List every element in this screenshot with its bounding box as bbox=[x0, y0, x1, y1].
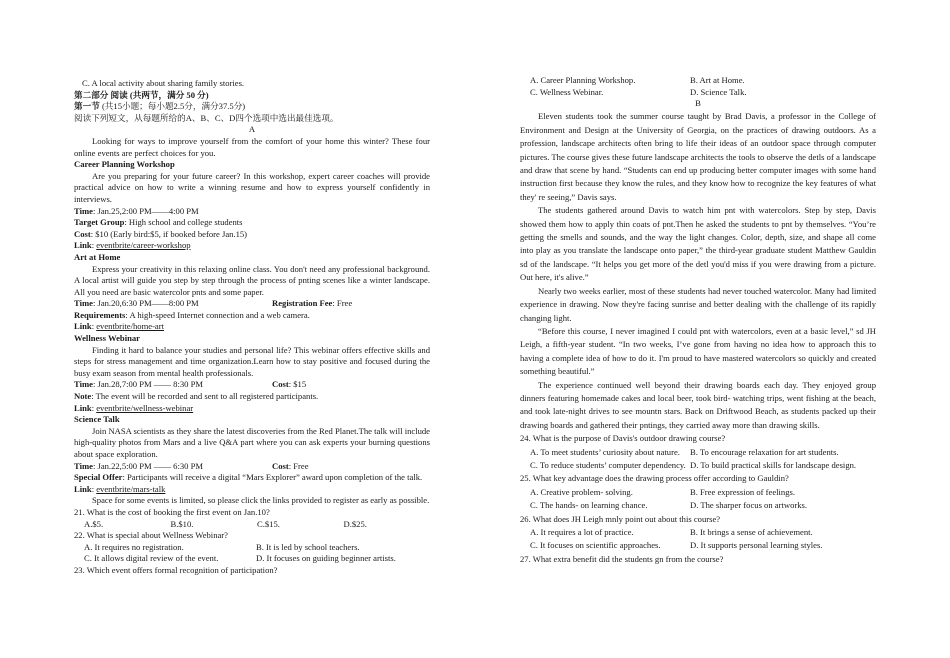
question-option: C. To reduce students’ computer dependency. bbox=[530, 459, 686, 470]
field-label: Link bbox=[74, 483, 92, 494]
event-link bbox=[74, 321, 430, 333]
field-value: : High school and college students bbox=[124, 217, 243, 228]
field-label: Target Group bbox=[74, 217, 125, 228]
question-option: D.$25. bbox=[343, 518, 367, 529]
event-description: Express your creativity in this relaxing online class. You don't need any professional background. A local artist will guide you step by step through the process of pnting scenes like a winter landscape. All you need are basic watercolor pnts and some paper. bbox=[74, 263, 430, 297]
link-separator: : bbox=[91, 483, 97, 494]
question-option: B. To encourage relaxation for art students. bbox=[690, 446, 839, 457]
passage-intro: Looking for ways to improve yourself from the comfort of your home this winter? These four online events are perfect choices for you. bbox=[74, 135, 430, 158]
question-options bbox=[520, 87, 876, 97]
passage-letter: A bbox=[248, 124, 256, 135]
part-title: 第二部分 阅读 (共两节，满分 50 分) bbox=[74, 89, 209, 100]
event-link-url[interactable]: eventbrite/career-workshop bbox=[96, 240, 191, 251]
event-description: Join NASA scientists as they share the latest discoveries from the Red Planet.The talk will include high-quality photos from Mars and a live Q&A part where you can ask experts your burning questions about space exploration. bbox=[74, 425, 430, 459]
question-stem: 25. What key advantage does the drawing process offer according to Gauldin? bbox=[520, 473, 789, 484]
question-stem: 22. What is special about Wellness Webinar? bbox=[74, 530, 228, 541]
question-stem: 26. What does JH Leigh mnly point out about this course? bbox=[520, 513, 721, 524]
question-option: C. The hands- on learning chance. bbox=[530, 500, 648, 511]
question-options bbox=[74, 519, 430, 531]
field-label: Cost bbox=[272, 379, 289, 390]
question-options bbox=[520, 459, 876, 472]
event-description: Are you preparing for your future career? In this workshop, expert career coaches will provide practical advice on how to write a winning resume and how to express yourself confidently in interviews. bbox=[74, 170, 430, 204]
section-title-bold: 第一节 bbox=[74, 101, 100, 112]
question-option: D. The sharper focus on artworks. bbox=[690, 500, 808, 511]
question-option: B. Art at Home. bbox=[690, 75, 745, 85]
passage-paragraph: Nearly two weeks earlier, most of these students had never touched watercolor. Many had limited experience in drawing. Now they're facing sunrise and better dealing with the challenge of its rapidly changing light. bbox=[520, 285, 876, 323]
field-value: : $15 bbox=[288, 379, 307, 390]
field-value: : Jan.22,5:00 PM —— 6:30 PM bbox=[92, 460, 203, 471]
event-cost bbox=[74, 229, 430, 241]
question-option: D. To build practical skills for landscape design. bbox=[690, 459, 857, 470]
event-time bbox=[74, 461, 430, 473]
question-option: B. It brings a sense of achievement. bbox=[690, 527, 813, 537]
event-time bbox=[74, 379, 430, 391]
event-special-offer bbox=[74, 472, 430, 484]
question-option: C. It focuses on scientific approaches. bbox=[530, 540, 661, 551]
question-options bbox=[74, 553, 430, 565]
event-link-url[interactable]: eventbrite/wellness-webinar bbox=[96, 402, 194, 413]
question-option: A.$5. bbox=[84, 518, 104, 529]
field-label: Time bbox=[74, 298, 93, 309]
question-option: D. Science Talk. bbox=[690, 87, 747, 98]
question-option: A. It requires no registration. bbox=[84, 541, 184, 552]
event-requirements bbox=[74, 310, 430, 322]
question-option: D. It supports personal learning styles. bbox=[690, 540, 823, 551]
passage-letter: B bbox=[695, 98, 701, 109]
field-value: : $10 (Early bird:$5, if booked before Jan.15) bbox=[90, 228, 248, 239]
field-value: : Jan.28,7:00 PM —— 8:30 PM bbox=[92, 379, 203, 390]
event-title: Wellness Webinar bbox=[74, 333, 140, 344]
field-value: : The event will be recorded and sent to all registered participants. bbox=[91, 391, 319, 402]
passage-paragraph: The students gathered around Davis to watch him pnt with watercolors. Step by step, Davis showed them how to apply thin coats of pnt.Then he asked the students to pnt by themselves. “You’re getting the smells and sounds, and the way the light changes. Color, depth, size, and shape all come into play as you translate the landscape onto paper,” the third-year graduate student Matthew Gauldin sd of the landscape. “It helps you get more of the detl you'd miss if you were drawing from a picture. Out here, it's alive.” bbox=[520, 205, 876, 283]
event-time bbox=[74, 298, 430, 310]
section-title bbox=[74, 101, 430, 113]
event-target bbox=[74, 217, 430, 229]
question-option: B.$10. bbox=[170, 518, 194, 529]
question-option: A. It requires a lot of practice. bbox=[530, 527, 634, 537]
question-stem: 27. What extra benefit did the students gn from the course? bbox=[520, 553, 724, 564]
right-column bbox=[520, 74, 876, 566]
passage-paragraph: The experience continued well beyond their drawing boards each day. They enjoyed group dinners featuring homemade cakes and local beer, took bird- watching trips, went fishing at the beach, and took late-night drives to see mountn stars. Back on Driftwood Beach, as students packed up their drawing boards and gathered their pntings, they carried away more than drawing skills. bbox=[520, 379, 876, 430]
left-column bbox=[74, 78, 430, 577]
field-value: : Participants will receive a digital “Mars Explorer” award upon completion of the talk. bbox=[122, 472, 423, 483]
event-link bbox=[74, 403, 430, 415]
event-time bbox=[74, 206, 430, 218]
event-link bbox=[74, 240, 430, 252]
field-label: Cost bbox=[74, 228, 91, 239]
event-link-url[interactable]: eventbrite/home-art bbox=[96, 321, 164, 332]
event-title: Science Talk bbox=[74, 414, 120, 425]
question-options bbox=[520, 526, 876, 539]
event-note bbox=[74, 391, 430, 403]
question-option: A. Career Planning Workshop. bbox=[530, 75, 636, 85]
field-label: Link bbox=[74, 321, 92, 332]
question-option: C. A local activity about sharing family stories. bbox=[82, 78, 245, 88]
event-title: Art at Home bbox=[74, 251, 121, 262]
passage-paragraph: Eleven students took the summer course taught by Brad Davis, a professor in the College of Environment and Design at the University of Georgia, on the practices of drawing outdoors. As a profession, landscape architects often bring to life their ideas of an outdoor space through computer pictures. The course gives these future landscape architects the tools to observe the detls of a landscape and draw that scene by hand. “Students can end up producing better computer images with some hand instruction first because they know the rules, and they know how to recognize the key features of what they' re seeing,” Davis says. bbox=[520, 111, 876, 202]
field-label: Cost bbox=[272, 460, 289, 471]
field-label: Link bbox=[74, 402, 92, 413]
field-value: : Free bbox=[288, 460, 309, 471]
event-description: Finding it hard to balance your studies and personal life? This webinar offers effective skills and steps for stress management and time organization.Learn how to stay positive and focused during the busy exam season from mental health professionals. bbox=[74, 344, 430, 378]
question-options bbox=[520, 539, 876, 552]
question-options bbox=[520, 446, 876, 459]
field-value: : Jan.20,6:30 PM——8:00 PM bbox=[92, 298, 199, 309]
field-label: Requirements bbox=[74, 309, 126, 320]
question-options bbox=[520, 74, 876, 87]
field-label: Registration Fee bbox=[272, 298, 333, 309]
question-option: A. To meet students’ curiosity about nature. bbox=[530, 446, 680, 457]
instruction: 阅读下列短文，从每题所给的A、B、C、D四个选项中选出最佳选项。 bbox=[74, 112, 339, 123]
event-link-url[interactable]: eventbrite/mars-talk bbox=[96, 483, 166, 494]
passage-closing: Space for some events is limited, so please click the links provided to register as early as possible. bbox=[92, 495, 430, 506]
field-label: Special Offer bbox=[74, 472, 123, 483]
field-value: : A high-speed Internet connection and a web camera. bbox=[125, 309, 310, 320]
question-option: C. Wellness Webinar. bbox=[530, 87, 604, 98]
question-option: D. It focuses on guiding beginner artists. bbox=[256, 553, 396, 564]
link-separator: : bbox=[91, 321, 97, 332]
field-label: Time bbox=[74, 379, 93, 390]
question-option: A. Creative problem- solving. bbox=[530, 486, 633, 497]
link-separator: : bbox=[91, 240, 97, 251]
passage-paragraph: “Before this course, I never imagined I could pnt with watercolors, even at a basic level,” sd JH Leigh, a fifth-year student. “In two weeks, I’ve gone from having no idea how to approach this to having a complete idea of how to do it. I'm proud to have mastered watercolors so quickly and created something beautiful.” bbox=[520, 325, 876, 377]
field-label: Time bbox=[74, 205, 93, 216]
section-title-rest: (共15小题；每小题2.5分，满分37.5分) bbox=[99, 101, 246, 112]
question-stem: 21. What is the cost of booking the first event on Jan.10? bbox=[74, 506, 270, 517]
question-option: B. Free expression of feelings. bbox=[690, 486, 796, 497]
field-value: : Jan.25,2:00 PM——4:00 PM bbox=[92, 205, 199, 216]
field-label: Note bbox=[74, 391, 92, 402]
question-option: C.$15. bbox=[257, 518, 280, 529]
question-stem: 24. What is the purpose of Davis's outdoor drawing course? bbox=[520, 433, 726, 444]
field-label: Link bbox=[74, 240, 92, 251]
question-option: B. It is led by school teachers. bbox=[256, 541, 360, 552]
question-options bbox=[520, 486, 876, 499]
link-separator: : bbox=[91, 402, 97, 413]
question-options bbox=[520, 499, 876, 512]
question-option: C. It allows digital review of the event. bbox=[84, 553, 219, 564]
field-label: Time bbox=[74, 460, 93, 471]
question-options bbox=[74, 542, 430, 554]
event-link bbox=[74, 484, 430, 496]
question-stem: 23. Which event offers formal recognition of participation? bbox=[74, 564, 278, 575]
event-title: Career Planning Workshop bbox=[74, 159, 175, 170]
field-value: : Free bbox=[332, 298, 353, 309]
